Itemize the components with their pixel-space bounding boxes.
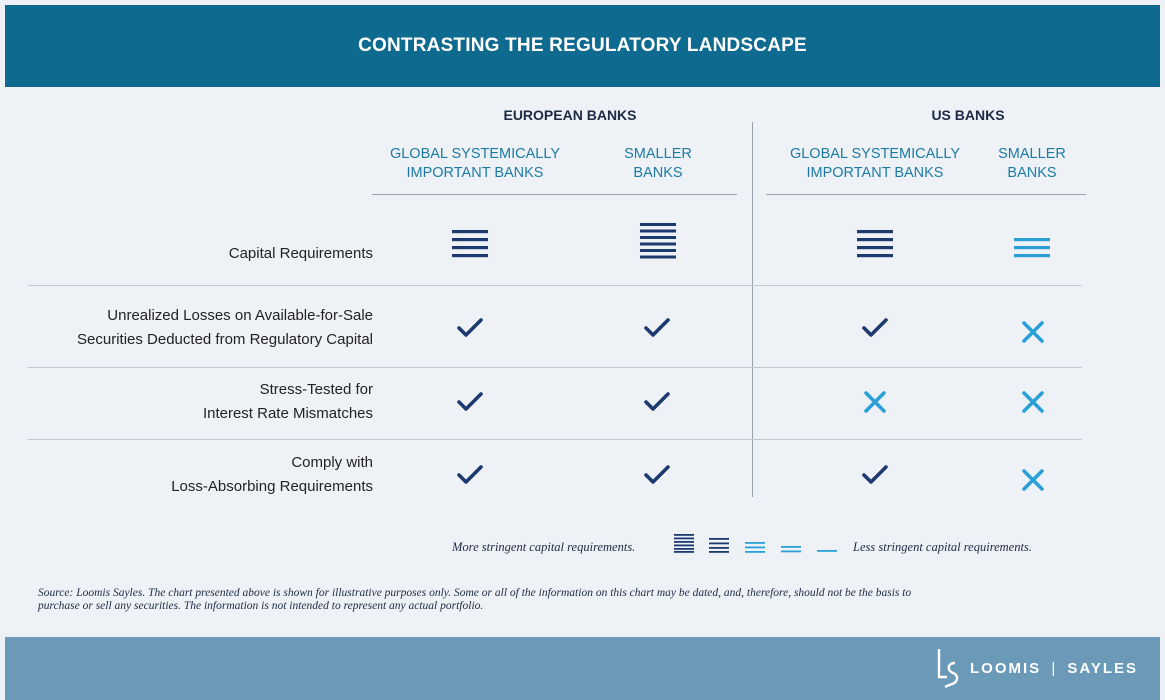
row-divider [28,367,1082,368]
legend-lines-1-icon [817,549,837,553]
x-icon [1021,468,1045,492]
loomis-sayles-logo-icon [933,647,963,689]
title-banner [5,5,1160,87]
brand-name: LOOMIS | SAYLES [970,660,1139,677]
eu-header-divider [372,194,737,195]
legend-lines-2-icon [781,545,801,553]
check-icon [643,463,671,487]
col-eu-gsib: GLOBAL SYSTEMICALLY IMPORTANT BANKS [389,146,561,181]
x-icon [1021,390,1045,414]
lines-4-icon [452,228,488,262]
row-divider [28,285,1082,286]
row-label-loss-absorbing: Comply with Loss-Absorbing Requirements [171,454,373,495]
x-icon [863,390,887,414]
legend-lines-4-icon [709,537,729,553]
check-icon [456,463,484,487]
lines-3-icon [1014,236,1050,262]
legend-more-text: More stringent capital requirements. [452,540,636,554]
check-icon [643,390,671,414]
source-note: Source: Loomis Sayles. The chart presented above is shown for illustrative purposes only. Some or all of the information on this chart may be dated, and, therefore, should not be the basis to purchase or sell any securities. The information is not intended to represent any actual portfolio. [38,587,912,612]
row-divider [28,439,1082,440]
x-icon [1021,320,1045,344]
col-eu-smaller: SMALLER BANKS [624,146,692,181]
check-icon [643,316,671,340]
page-title: CONTRASTING THE REGULATORY LANDSCAPE [358,35,807,56]
footer-bar [5,637,1160,700]
row-label-stress-tested: Stress-Tested for Interest Rate Mismatches [202,381,373,422]
legend-less-text: Less stringent capital requirements. [853,540,1032,554]
check-icon [456,390,484,414]
us-banks-header: US BANKS [931,107,1005,123]
european-banks-header: EUROPEAN BANKS [503,107,637,123]
col-us-smaller: SMALLER BANKS [998,146,1066,181]
legend-lines-6-icon [674,533,694,553]
us-header-divider [766,194,1086,195]
check-icon [861,463,889,487]
lines-6-icon [640,222,676,260]
lines-4-icon [857,228,893,262]
col-us-gsib: GLOBAL SYSTEMICALLY IMPORTANT BANKS [789,146,961,181]
check-icon [456,316,484,340]
check-icon [861,316,889,340]
row-label-unrealized-losses: Unrealized Losses on Available-for-Sale Securities Deducted from Regulatory Capital [77,307,373,348]
row-label-capital: Capital Requirements [228,245,373,262]
legend-lines-3-icon [745,541,765,553]
eu-us-divider [752,122,753,497]
